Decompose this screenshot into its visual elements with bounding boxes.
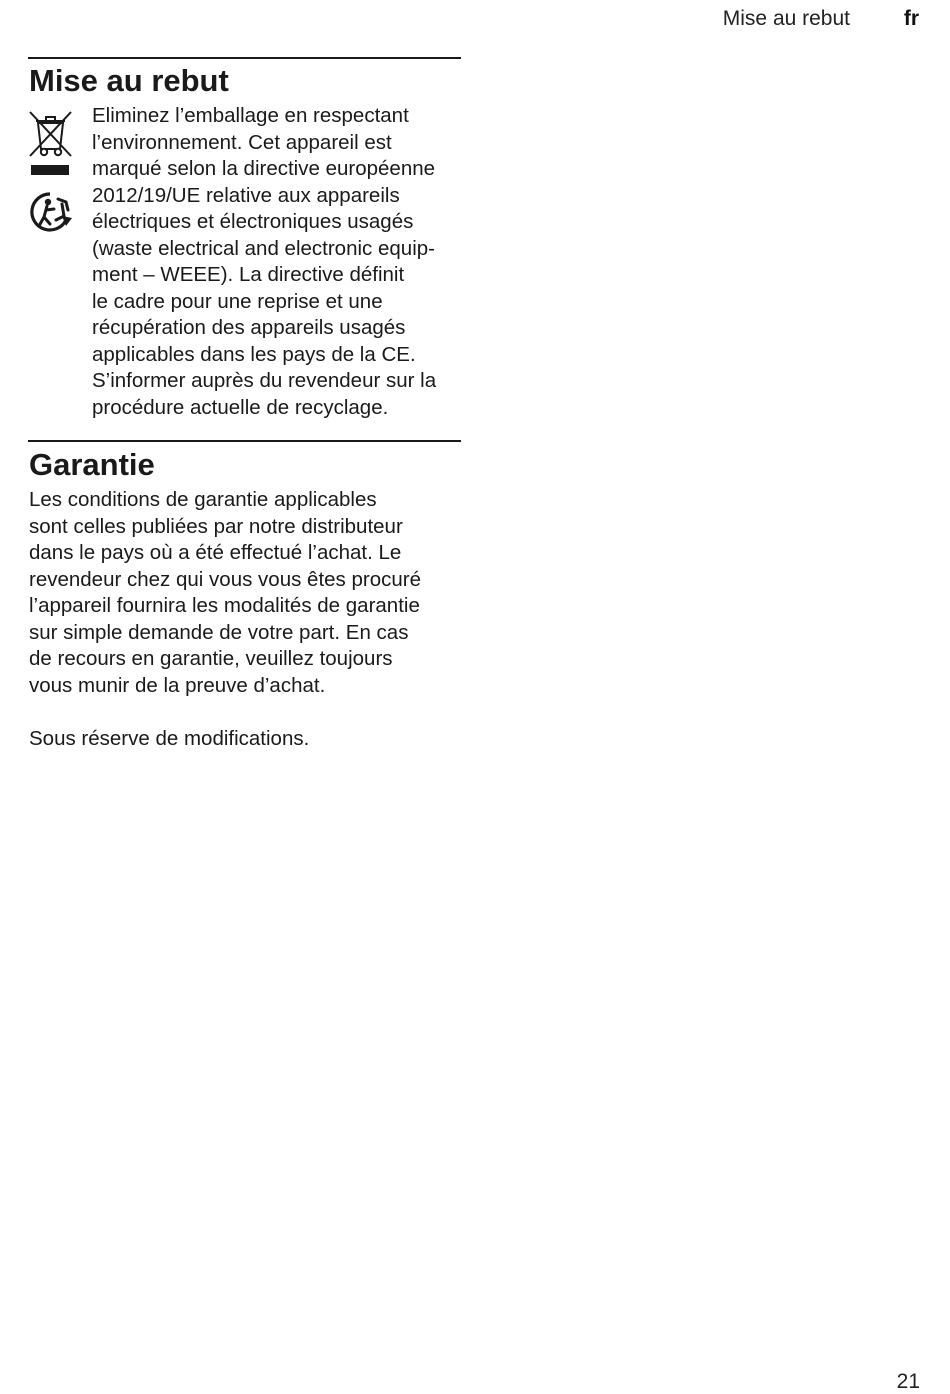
text-line: dans le pays où a été effectué l’achat. Le — [29, 541, 402, 564]
text-line: Eliminez l’emballage en respectant — [92, 104, 409, 127]
modification-note: Sous réserve de modifications. — [29, 727, 310, 750]
text-line: vous munir de la preuve d’achat. — [29, 673, 326, 697]
solid-bar-icon — [31, 165, 69, 175]
text-line: applicables dans les pays de la CE. — [92, 342, 416, 366]
text-line: le cadre pour une reprise et une — [92, 289, 383, 313]
section-divider — [28, 57, 461, 59]
text-line: de recours en garantie, veuillez toujours — [29, 647, 393, 670]
text-line: sont celles publiées par notre distributeur — [29, 514, 403, 538]
text-line: marqué selon la directive européenne — [92, 157, 436, 180]
warranty-text — [29, 487, 421, 699]
text-line: récupération des appareils usagés — [92, 316, 406, 339]
disposal-title: Mise au rebut — [29, 63, 229, 98]
text-line: 2012/19/UE relative aux appareils — [92, 183, 400, 207]
text-line: revendeur chez qui vous vous êtes procuré — [29, 567, 422, 591]
header-language: fr — [903, 7, 919, 30]
recycling-person-icon — [28, 190, 76, 234]
text-line: procédure actuelle de recyclage. — [92, 395, 389, 419]
disposal-text — [92, 103, 436, 421]
crossed-out-wheelie-bin-icon — [27, 108, 75, 160]
text-line: sur simple demande de votre part. En cas — [29, 620, 409, 644]
section-divider — [28, 440, 461, 442]
text-line: l’appareil fournira les modalités de garantie — [29, 594, 420, 617]
text-line: S’informer auprès du revendeur sur la — [92, 369, 437, 392]
page-number: 21 — [896, 1370, 920, 1393]
text-line: Les conditions de garantie applicables — [29, 488, 377, 511]
header-section-title: Mise au rebut — [722, 7, 850, 30]
running-header — [0, 6, 950, 32]
text-line: l’environnement. Cet appareil est — [92, 130, 392, 154]
text-line: électriques et électroniques usagés — [92, 210, 414, 233]
warranty-title: Garantie — [29, 447, 155, 482]
text-line: (waste electrical and electronic equip- — [92, 236, 435, 260]
text-line: ment – WEEE). La directive définit — [92, 263, 405, 286]
